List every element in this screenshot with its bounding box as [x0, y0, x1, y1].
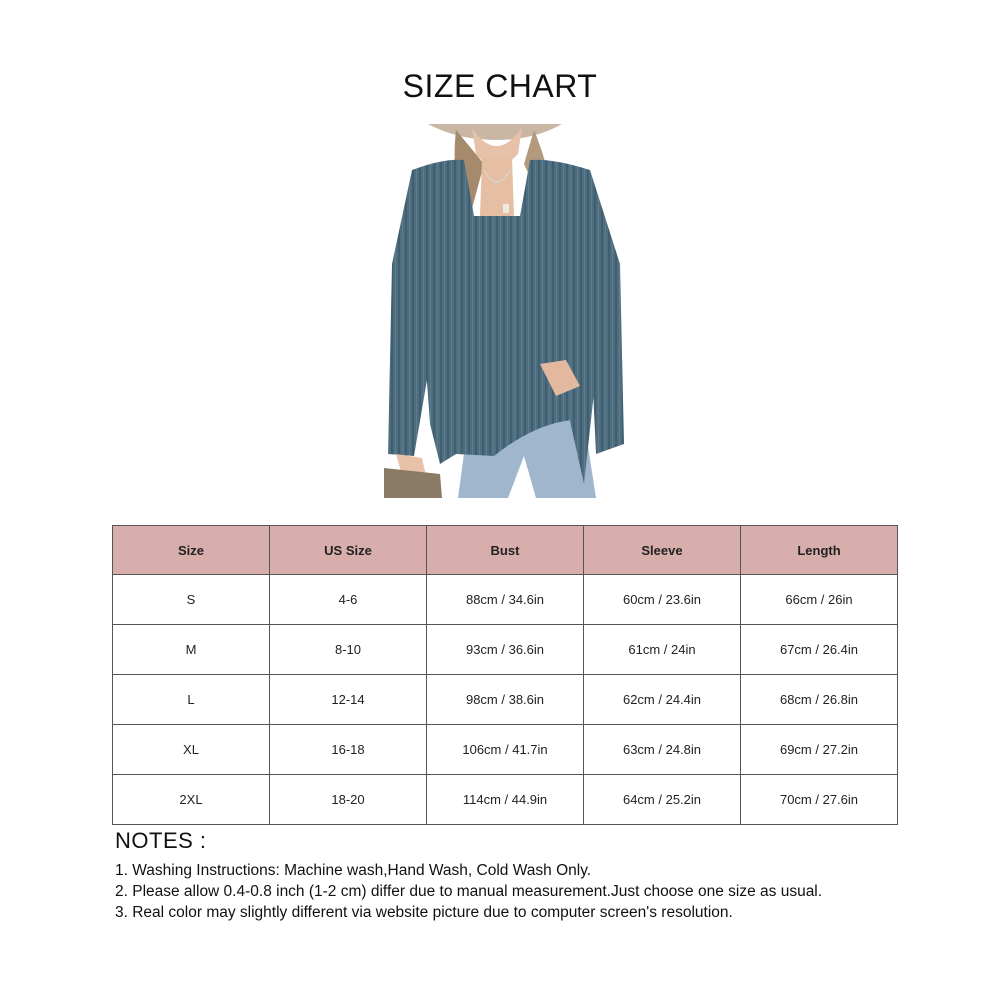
table-cell: 68cm / 26.8in — [741, 675, 898, 725]
table-cell: 106cm / 41.7in — [427, 725, 584, 775]
column-header-us-size: US Size — [270, 526, 427, 575]
product-photo — [384, 124, 624, 498]
table-cell: XL — [113, 725, 270, 775]
table-cell: 16-18 — [270, 725, 427, 775]
table-cell: 70cm / 27.6in — [741, 775, 898, 825]
table-cell: 62cm / 24.4in — [584, 675, 741, 725]
column-header-sleeve: Sleeve — [584, 526, 741, 575]
table-cell: 4-6 — [270, 575, 427, 625]
table-cell: 114cm / 44.9in — [427, 775, 584, 825]
table-cell: 66cm / 26in — [741, 575, 898, 625]
notes-title: NOTES : — [115, 828, 207, 853]
model-sweater-image — [384, 124, 624, 498]
table-cell: 60cm / 23.6in — [584, 575, 741, 625]
note-color-difference: 3. Real color may slightly different via website picture due to computer screen's resolution. — [115, 904, 733, 921]
table-row — [113, 725, 898, 775]
table-row — [113, 775, 898, 825]
note-washing-instructions: 1. Washing Instructions: Machine wash,Hand Wash, Cold Wash Only. — [115, 862, 592, 879]
table-cell: 64cm / 25.2in — [584, 775, 741, 825]
table-header-row — [113, 526, 898, 575]
table-cell: 67cm / 26.4in — [741, 625, 898, 675]
notes-section — [115, 828, 975, 923]
table-cell: 88cm / 34.6in — [427, 575, 584, 625]
table-row — [113, 625, 898, 675]
table-cell: 98cm / 38.6in — [427, 675, 584, 725]
table-cell: 8-10 — [270, 625, 427, 675]
table-cell: L — [113, 675, 270, 725]
table-cell: 18-20 — [270, 775, 427, 825]
table-cell: 61cm / 24in — [584, 625, 741, 675]
note-measurement-allowance: 2. Please allow 0.4-0.8 inch (1-2 cm) differ due to manual measurement.Just choose one size as usual. — [115, 883, 823, 900]
table-cell: 12-14 — [270, 675, 427, 725]
size-chart-title: SIZE CHART — [402, 68, 598, 104]
table-row — [113, 675, 898, 725]
table-cell: M — [113, 625, 270, 675]
table-row — [113, 575, 898, 625]
table-cell: 2XL — [113, 775, 270, 825]
table-cell: 93cm / 36.6in — [427, 625, 584, 675]
column-header-length: Length — [741, 526, 898, 575]
column-header-bust: Bust — [427, 526, 584, 575]
table-cell: 63cm / 24.8in — [584, 725, 741, 775]
size-table — [112, 525, 898, 825]
table-cell: S — [113, 575, 270, 625]
column-header-size: Size — [113, 526, 270, 575]
table-cell: 69cm / 27.2in — [741, 725, 898, 775]
